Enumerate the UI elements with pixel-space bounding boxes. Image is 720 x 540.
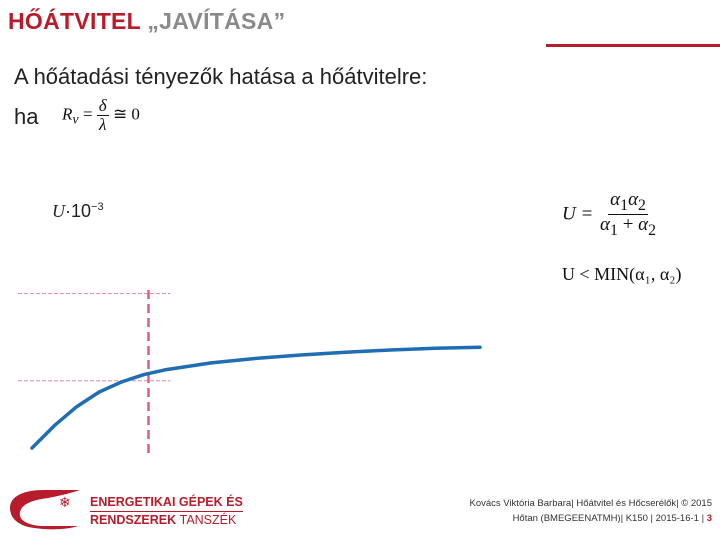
ylabel-base: 10 [71, 201, 92, 221]
plus-sign: + [622, 214, 634, 236]
alpha-2-sub: 2 [638, 196, 646, 214]
u-formula-fraction [598, 190, 658, 240]
fraction-denominator: λ [99, 114, 107, 134]
ylabel-exp: −3 [91, 201, 104, 213]
department-logo [4, 486, 86, 530]
snowflake-icon: ❄ [59, 495, 71, 511]
slide-subtitle: A hőátadási tényezők hatása a hőátvitelre: [14, 64, 428, 89]
u-formula-lhs: U = [562, 203, 594, 225]
u-curve-chart [0, 280, 500, 460]
department-name [90, 494, 243, 529]
condition-equation [62, 97, 140, 134]
slide-title-rest: „JAVÍTÁSA” [147, 8, 286, 34]
page-number: 3 [706, 513, 712, 524]
department-line-2 [90, 512, 243, 529]
ylabel-var: U [52, 201, 65, 221]
equals-sign: = [82, 104, 93, 124]
eta-glyph: η [33, 502, 42, 519]
department-line-2-light: TANSZÉK [179, 513, 237, 527]
slide-title-main: HŐÁTVITEL [8, 8, 141, 34]
condition-prefix: ha [14, 104, 39, 129]
alpha-2-den-sub: 2 [648, 222, 657, 240]
delta-lambda-fraction [97, 97, 109, 134]
alpha-1: α [610, 189, 621, 210]
department-line-1: ENERGETIKAI GÉPEK ÉS [90, 494, 243, 512]
approx-zero: ≅ 0 [112, 104, 140, 124]
chart-y-label [52, 201, 104, 222]
u-formula-numerator [608, 190, 648, 215]
slide-title [8, 8, 285, 35]
slide-footer [469, 496, 712, 526]
department-line-2-bold: RENDSZEREK [90, 513, 177, 527]
alpha-1-sub: 1 [620, 196, 629, 214]
ylabel-dot: · [65, 201, 71, 221]
rv-symbol: R [62, 104, 73, 124]
alpha-2: α [628, 189, 639, 210]
min-inequality: U < MIN(α₁, α₂) [562, 264, 682, 284]
footer-line-2 [469, 511, 712, 526]
rv-subscript: v [72, 111, 79, 128]
alpha-1-den-sub: 1 [610, 222, 618, 240]
u-formula [562, 190, 658, 240]
fraction-numerator: δ [98, 96, 107, 115]
footer-course: Hőtan (BMEGEENATMH)| K150 | 2015-16-1 | [512, 513, 705, 524]
alpha-1-den: α [600, 214, 611, 236]
u-curve-line [32, 347, 480, 448]
footer-line-1: Kovács Viktória Barbara| Hőátvitel és Hőcserélők| © 2015 [469, 498, 712, 509]
u-formula-denominator [598, 215, 658, 239]
alpha-2-den: α [638, 214, 649, 236]
title-underline [546, 44, 720, 47]
